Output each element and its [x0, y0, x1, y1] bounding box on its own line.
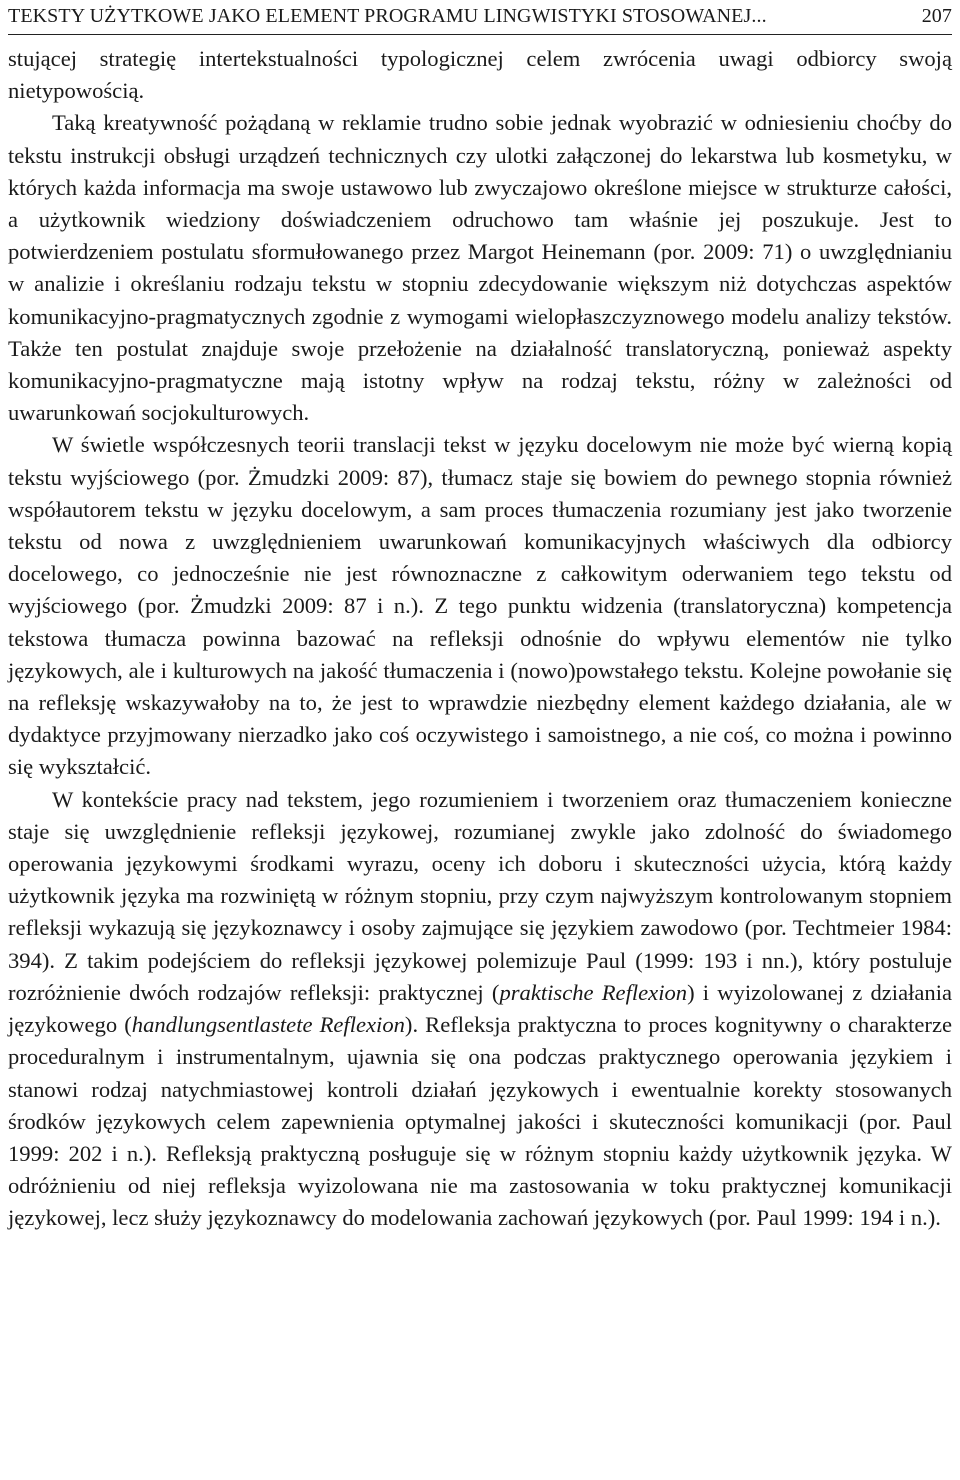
paragraph: stującej strategię intertekstualności typologicznej celem zwrócenia uwagi odbiorcy swoją nietypowością.	[8, 46, 952, 104]
running-head-title: TEKSTY UŻYTKOWE JAKO ELEMENT PROGRAMU LINGWISTYKI STOSOWANEJ...	[8, 5, 767, 27]
italic-term: praktische Reflexion	[499, 979, 688, 1005]
paragraph	[8, 784, 952, 1235]
paragraph: Taką kreatywność pożądaną w reklamie trudno sobie jednak wyobrazić w odniesieniu choćby do tekstu instrukcji obsługi urządzeń technicznych czy ulotki załączonej do lekarstwa lub kosmetyku, w których każda informacja ma swoje ustawowo lub zwyczajowo określone miejsce w strukturze całości, a użytkownik wiedziony doświadczeniem odruchowo tam właśnie jej poszukuje. Jest to potwierdzeniem postulatu sformułowanego przez Margot Heinemann (por. 2009: 71) o uwzględnianiu w analizie i określaniu rodzaju tekstu w stopniu zdecydowanie większym niż dotychczas aspektów komunikacyjno-pragmatycznych zgodnie z wymogami wielopłaszczyznowego modelu analizy tekstów. Także ten postulat znajduje swoje przełożenie na działalność translatoryczną, ponieważ aspekty komunikacyjno-pragmatyczne mają istotny wpływ na rodzaj tekstu, różny w zależności od uwarunkowań socjokulturowych.	[8, 110, 952, 426]
page-number: 207	[921, 5, 952, 27]
paragraph: W świetle współczesnych teorii translacji tekst w języku docelowym nie może być wierną kopią tekstu wyjściowego (por. Żmudzki 2009: 87), tłumacz staje się bowiem do pewnego stopnia również współautorem tekstu w języku docelowym, a sam proces tłumaczenia rozumiany jest jako tworzenie tekstu od nowa z uwzględnieniem uwarunkowań komunikacyjnych właściwych dla odbiorcy docelowego, co jednocześnie nie jest równoznaczne z całkowitym oderwaniem tego tekstu od wyjściowego (por. Żmudzki 2009: 87 i n.). Z tego punktu widzenia (translatoryczna) kompetencja tekstowa tłumacza powinna bazować na refleksji odnośnie do wpływu elementów nie tylko językowych, ale i kulturowych na jakość tłumaczenia i (nowo)powstałego tekstu. Kolejne powołanie się na refleksję wskazywałoby na to, że jest to wprawdzie niezbędny element każdego działania, ale w dydaktyce przyjmowany nierzadko jako coś oczywistego i samoistnego, a nie coś, co można i powinno się wykształcić.	[8, 432, 952, 780]
running-head	[8, 0, 952, 35]
paragraph-text: ). Refleksja praktyczna to proces kognitywny o charakterze proceduralnym i instrumentalnym, ujawnia się ona podczas praktycznego operowania językiem i stanowi rodzaj natychmiastowej kontroli działań językowych i ewentualnie korekty stosowanych środków językowych celem zapewnienia optymalnej jakości i skuteczności komunikacji (por. Paul 1999: 202 i n.). Refleksją praktyczną posługuje się w różnym stopniu każdy użytkownik języka. W odróżnieniu od niej refleksja wyizolowana nie ma zastosowania w toku praktycznej komunikacji językowej, lecz służy językoznawcy do modelowania zachowań językowych (por. Paul 1999: 194 i n.).	[8, 1012, 952, 1231]
paragraph-text: ) i wyizolowanej z działania językowego (	[8, 979, 953, 1038]
italic-term: handlungsentlastete Reflexion	[131, 1012, 405, 1038]
paragraph-text: W kontekście pracy nad tekstem, jego rozumieniem i tworzeniem oraz tłumaczeniem konieczne staje się uwzględnienie refleksji językowej, rozumianej zwykle jako zdolność do świadomego operowania językowymi środkami wyrazu, oceny ich doboru i skuteczności użycia, którą każdy użytkownik języka ma rozwiniętą w różnym stopniu, przy czym najwyższym kontrolowanym stopniem refleksji wykazują się językoznawcy i osoby zajmujące się językiem zawodowo (por. Techtmeier 1984: 394). Z takim podejściem do refleksji językowej polemizuje Paul (1999: 193 i nn.), który postuluje rozróżnienie dwóch rodzajów refleksji: praktycznej (	[8, 786, 952, 1005]
body-text	[8, 43, 952, 1235]
